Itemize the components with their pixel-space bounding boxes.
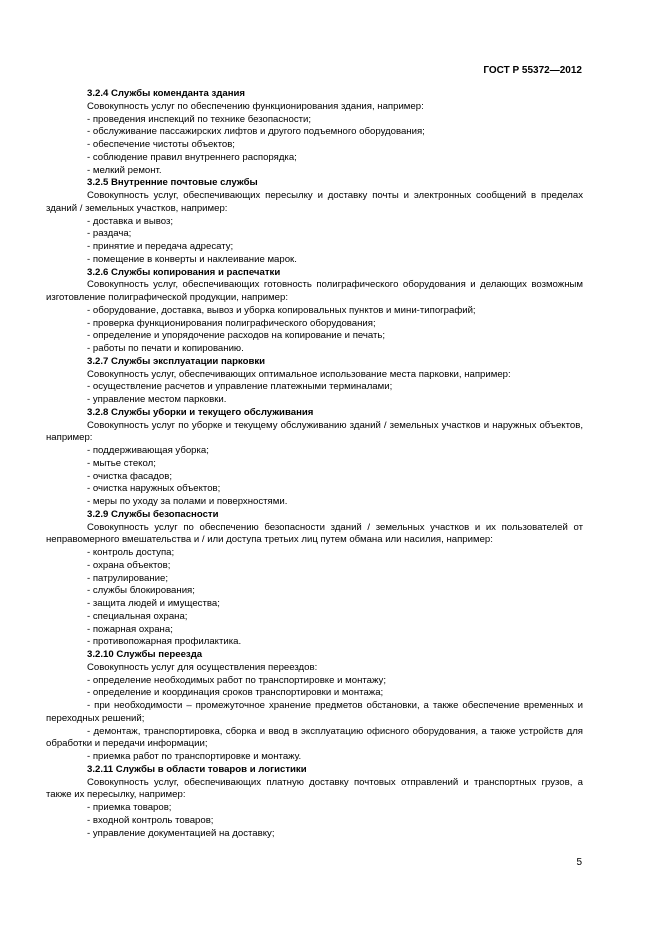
list-item: - пожарная охрана; [87,623,173,635]
list-item: - помещение в конверты и наклеивание марок. [87,253,297,265]
page-number: 5 [576,857,582,868]
section-heading: 3.2.5 Внутренние почтовые службы [87,177,258,189]
list-item: - патрулирование; [87,572,168,584]
list-item: - меры по уходу за полами и поверхностями. [87,496,288,507]
list-item: - приемка работ по транспортировке и монтажу. [87,751,302,762]
list-item: - определение и упорядочение расходов на копирование и печать; [87,330,386,342]
list-item: - очистка наружных объектов; [87,483,221,495]
paragraph: Совокупность услуг по обеспечению безопасности зданий / земельных участков и их пользователей от неправомерного вмешательства и / или доступа третьих лиц путем обмана или насилия, например: [46,521,583,546]
list-item: - очистка фасадов; [87,470,172,482]
list-item: - раздача; [87,228,132,240]
list-item: - мелкий ремонт. [87,164,162,176]
list-item: - управление местом парковки. [87,394,227,405]
list-item: - осуществление расчетов и управление платежными терминалами; [87,381,393,393]
section-heading: 3.2.11 Службы в области товаров и логистики [87,763,307,775]
section-heading: 3.2.7 Службы эксплуатации парковки [87,355,266,367]
list-item: - входной контроль товаров; [87,814,214,826]
paragraph: Совокупность услуг для осуществления переездов: [87,661,318,673]
list-item: - проверка функционирования полиграфического оборудования; [87,317,376,329]
paragraph: Совокупность услуг по уборке и текущему обслуживанию зданий / земельных участков и наружных объектов, например: [46,419,583,444]
section-heading: 3.2.4 Службы коменданта здания [87,88,245,99]
list-item: - обеспечение чистоты объектов; [87,139,235,150]
document-body [46,88,583,840]
paragraph: Совокупность услуг, обеспечивающих пересылку и доставку почты и электронных сообщений в пределах зданий / земельных участков, например: [46,190,583,214]
list-item: - службы блокирования; [87,585,195,597]
section-heading: 3.2.8 Службы уборки и текущего обслуживания [87,406,314,418]
list-item: - защита людей и имущества; [87,598,220,609]
list-item: - проведения инспекций по технике безопасности; [87,113,312,125]
list-item: - противопожарная профилактика. [87,636,242,648]
paragraph: Совокупность услуг, обеспечивающих готовность полиграфического оборудования и делающих возможным изготовление полиграфической продукции, например: [46,279,583,303]
list-item: - принятие и передача адресату; [87,241,234,252]
list-item: - контроль доступа; [87,547,175,558]
list-item: - доставка и вывоз; [87,215,174,227]
list-item: - соблюдение правил внутреннего распорядка; [87,151,297,163]
list-item: - охрана объектов; [87,559,171,571]
paragraph: Совокупность услуг по обеспечению функционирования здания, например: [87,100,424,112]
section-heading: 3.2.9 Службы безопасности [87,508,219,520]
list-item: - поддерживающая уборка; [87,445,209,456]
list-item: - специальная охрана; [87,610,188,622]
list-item: - определение необходимых работ по транспортировке и монтажу; [87,674,386,686]
section-heading: 3.2.10 Службы переезда [87,649,203,660]
list-item: - работы по печати и копированию. [87,343,244,354]
list-item: - обслуживание пассажирских лифтов и другого подъемного оборудования; [87,126,425,138]
list-item: - управление документацией на доставку; [87,827,275,839]
paragraph: Совокупность услуг, обеспечивающих оптимальное использование места парковки, например: [87,368,511,380]
list-item: - определение и координация сроков транспортировки и монтажа; [87,687,384,699]
list-item: - оборудование, доставка, вывоз и уборка копировальных пунктов и мини-типографий; [87,304,476,316]
paragraph: Совокупность услуг, обеспечивающих платную доставку почтовых отправлений и транспортных грузов, а также их пересылку, например: [46,776,583,801]
section-heading: 3.2.6 Службы копирования и распечатки [87,266,281,278]
paragraph: - при необходимости – промежуточное хранение предметов обстановки, а также обеспечение временных и переходных решений; [46,700,583,724]
paragraph: - демонтаж, транспортировка, сборка и ввод в эксплуатацию офисного оборудования, а также устройств для обработки и передачи информации; [46,725,583,750]
list-item: - мытье стекол; [87,457,156,469]
standard-designation: ГОСТ Р 55372—2012 [483,65,582,76]
list-item: - приемка товаров; [87,802,172,813]
